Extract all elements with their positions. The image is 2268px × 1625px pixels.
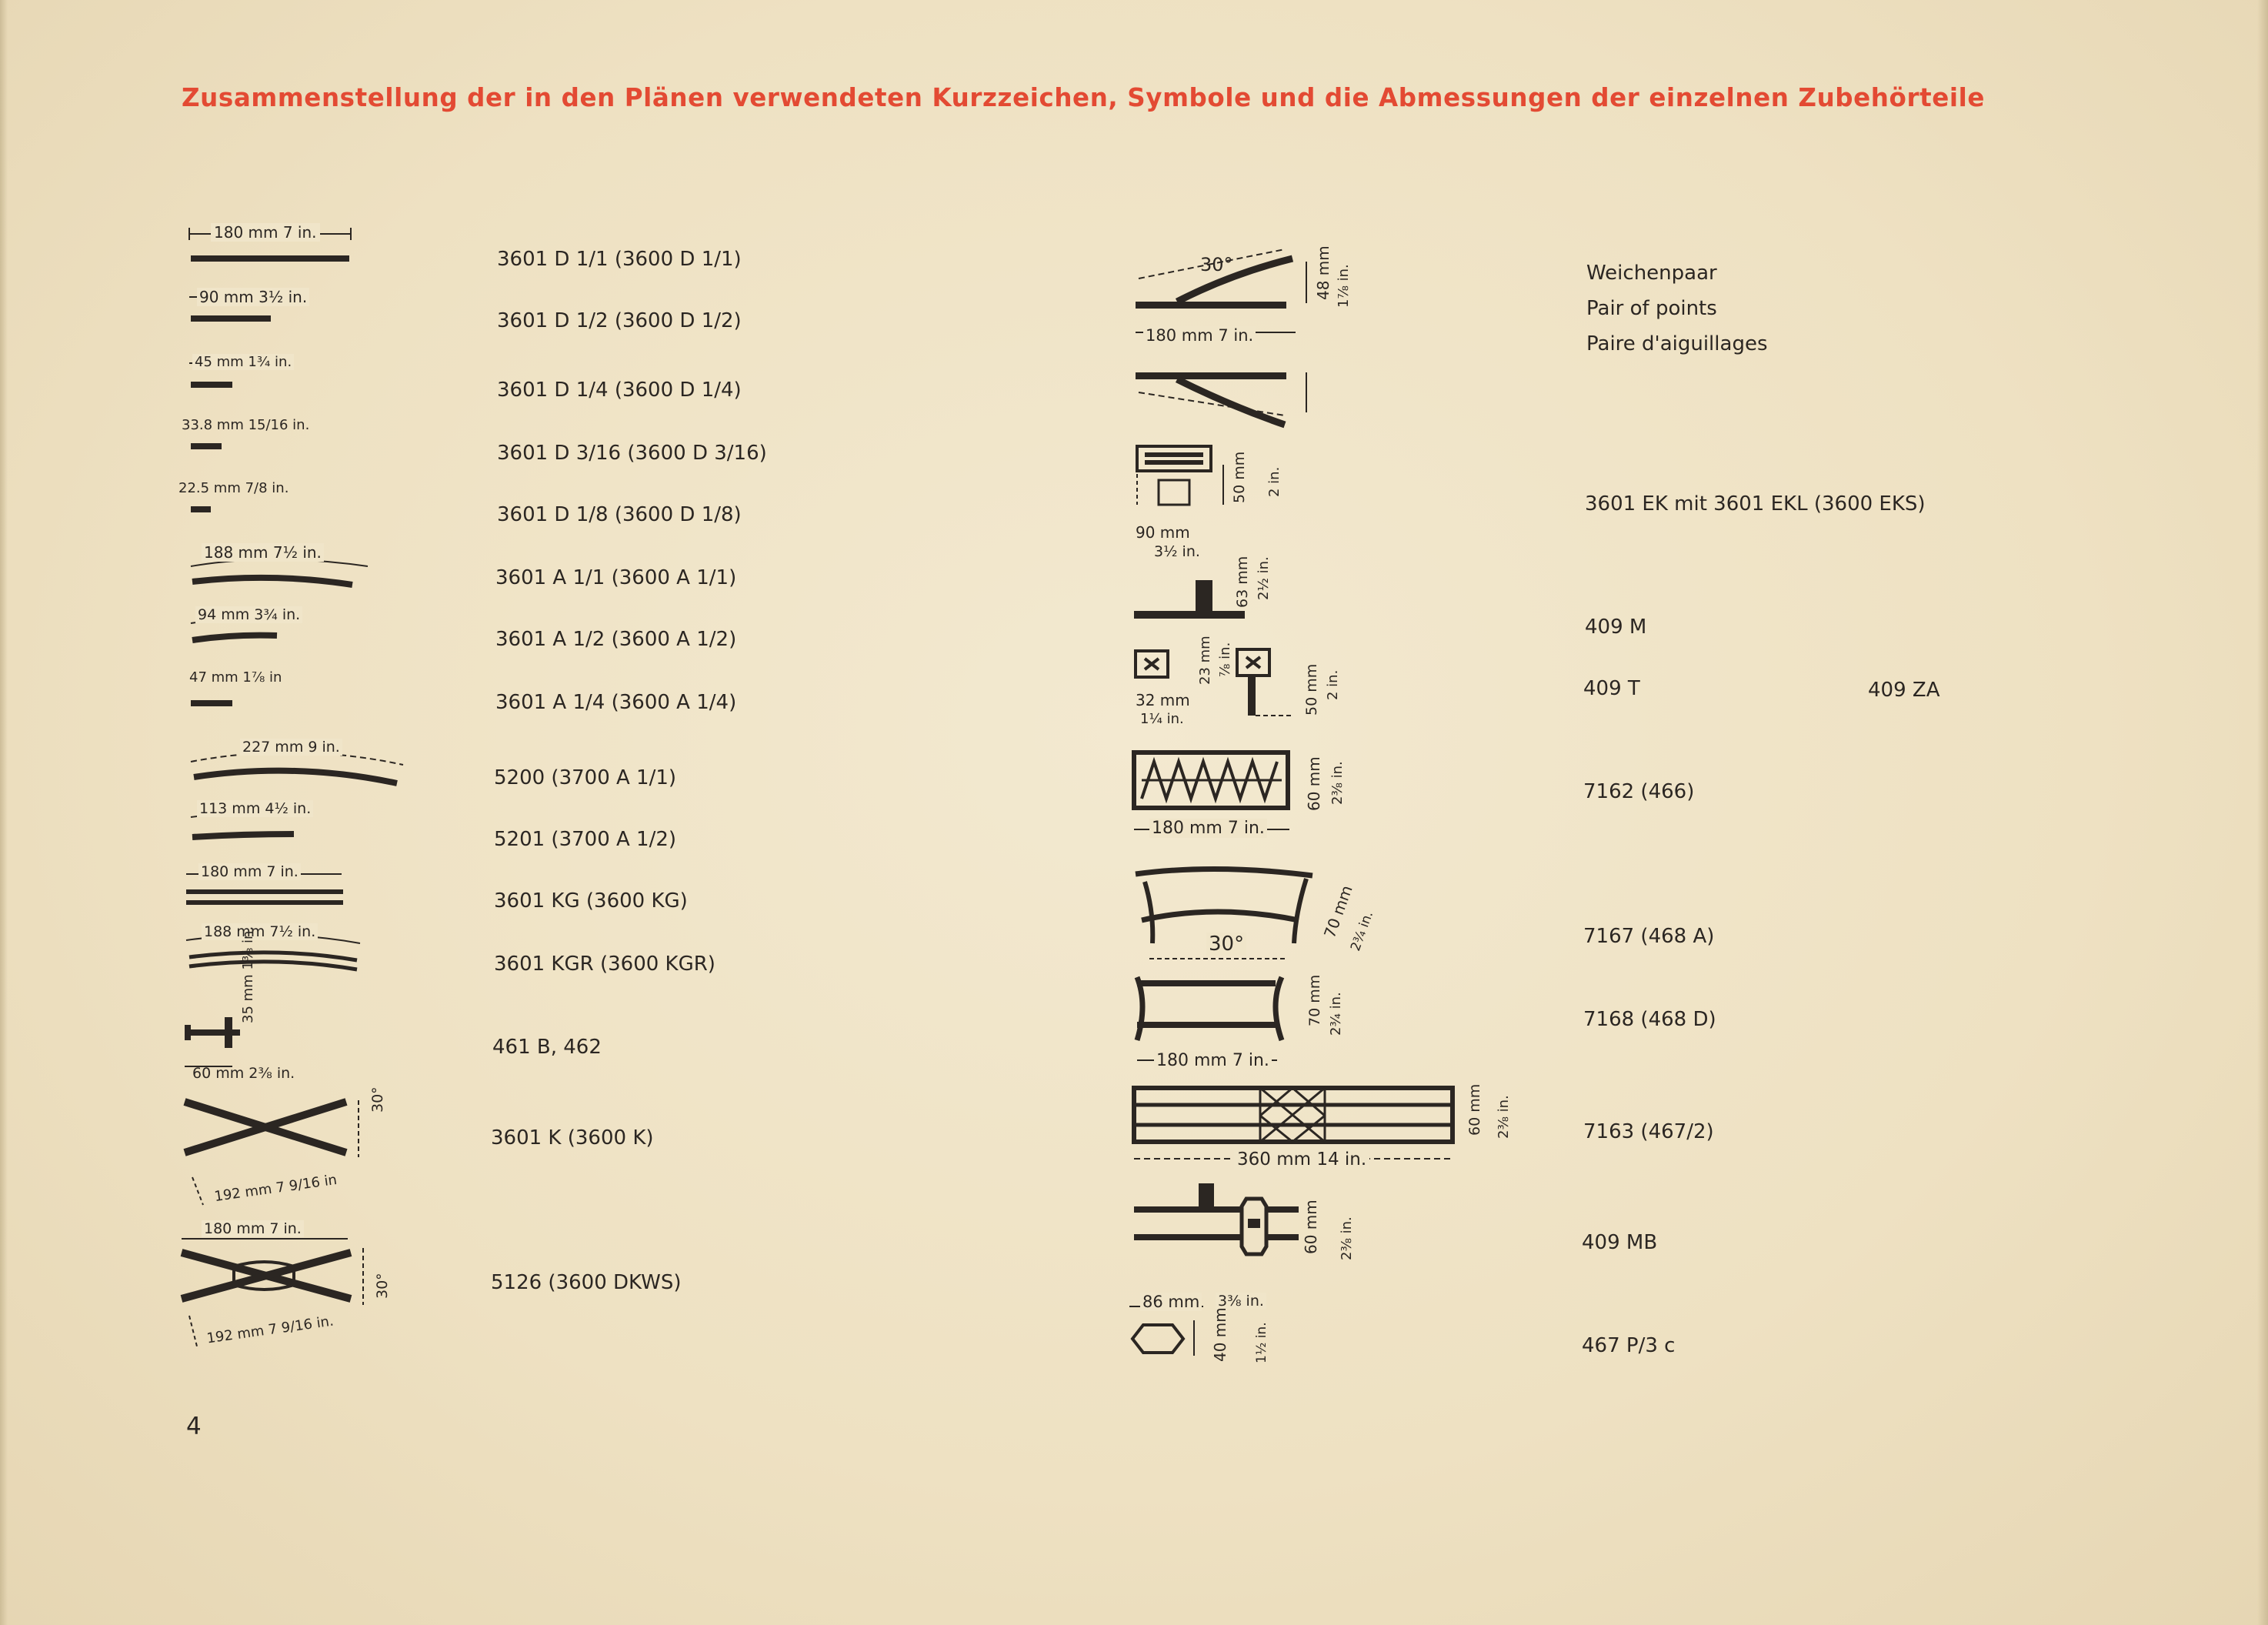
dimension-label: 113 mm 4½ in. [197, 800, 313, 817]
dimension-label-vertical: 1½ in. [1254, 1322, 1269, 1363]
page-edge-right [2257, 0, 2268, 1625]
dimension-label: 180 mm 7 in. [1149, 819, 1267, 838]
dimension-label: 180 mm 7 in. [202, 1220, 304, 1237]
item-label: 3601 KGR (3600 KGR) [494, 953, 715, 976]
dimension-label: 47 mm 1⅞ in [189, 669, 282, 686]
dimension-label-vertical: 2 in. [1325, 669, 1341, 700]
page-edge-left [0, 0, 8, 1625]
item-label: 409 T [1583, 677, 1640, 700]
dimension-label-vertical: 23 mm [1197, 636, 1213, 685]
item-label: 3601 D 3/16 (3600 D 3/16) [497, 442, 767, 465]
crossing-symbol [180, 1093, 395, 1216]
uncoupler-symbol [1134, 442, 1242, 534]
dimension-label: 180 mm 7 in. [1154, 1051, 1272, 1070]
item-label: 3601 D 1/2 (3600 D 1/2) [497, 309, 742, 332]
dimension-label: 227 mm 9 in. [240, 739, 342, 756]
dimension-label: 1¼ in. [1140, 711, 1184, 727]
item-label: 5126 (3600 DKWS) [491, 1271, 682, 1294]
dimension-label: 192 mm 7 9/16 in. [205, 1313, 335, 1347]
dimension-label: 188 mm 7½ in. [202, 923, 318, 940]
dimension-label-vertical: 2⅜ in. [1339, 1216, 1355, 1260]
dimension-label: 180 mm 7 in. [211, 223, 320, 242]
item-label-de: Weichenpaar [1586, 262, 1717, 285]
dimension-label-vertical: 35 mm 1⅜ in. [240, 926, 256, 1023]
page-number: 4 [186, 1413, 202, 1440]
dimension-label-vertical: 60 mm [1466, 1083, 1483, 1136]
item-label: 3601 A 1/1 (3600 A 1/1) [495, 566, 737, 589]
dimension-label-vertical: 40 mm [1211, 1307, 1229, 1362]
dimension-label: 32 mm [1136, 691, 1190, 709]
dimension-label-vertical: 60 mm [1302, 1200, 1320, 1254]
page-heading: Zusammenstellung der in den Plänen verwendeten Kurzzeichen, Symbole und die Abmessungen der einzelnen Zubehörteile [182, 83, 1986, 112]
dimension-label-vertical: 2½ in. [1256, 556, 1272, 600]
dimension-label-vertical: 50 mm [1231, 451, 1248, 503]
item-label: 7162 (466) [1583, 780, 1695, 803]
dimension-label: 90 mm [1136, 523, 1190, 542]
dimension-label: 60 mm 2⅜ in. [192, 1065, 295, 1082]
item-label: 3601 KG (3600 KG) [494, 889, 688, 913]
dimension-label-vertical: 70 mm [1306, 974, 1323, 1026]
angle-label: 30° [1206, 933, 1246, 956]
dimension-label-vertical: 50 mm [1303, 663, 1320, 716]
dimension-label-vertical: 2¾ in. [1348, 909, 1377, 953]
item-label: 3601 D 1/4 (3600 D 1/4) [497, 379, 742, 402]
dimension-label-vertical: 2 in. [1266, 466, 1282, 497]
dimension-label: 90 mm 3½ in. [197, 288, 309, 306]
dimension-label-vertical: 60 mm [1305, 756, 1323, 811]
item-label: 7163 (467/2) [1583, 1120, 1714, 1143]
item-label-fr: Paire d'aiguillages [1586, 332, 1768, 355]
item-label: 409 MB [1582, 1231, 1658, 1254]
item-label: 3601 K (3600 K) [491, 1126, 654, 1150]
item-label-en: Pair of points [1586, 297, 1717, 320]
item-label: 5200 (3700 A 1/1) [494, 766, 677, 789]
dimension-label: 360 mm 14 in. [1234, 1150, 1369, 1170]
dimension-label-vertical: 2⅜ in. [1496, 1095, 1512, 1139]
dimension-label: 33.8 mm 15/16 in. [182, 417, 310, 433]
item-label: 7168 (468 D) [1583, 1008, 1716, 1031]
item-label: 3601 D 1/8 (3600 D 1/8) [497, 503, 742, 526]
dimension-label: 22.5 mm 7/8 in. [178, 480, 289, 496]
angle-label: 30° [374, 1273, 391, 1299]
angle-label: 30° [1200, 254, 1233, 275]
item-label: 409 M [1585, 616, 1647, 639]
dimension-label: 86 mm [1140, 1293, 1202, 1311]
item-label: 461 B, 462 [492, 1036, 602, 1059]
item-label: 3601 D 1/1 (3600 D 1/1) [497, 248, 742, 271]
item-label: 3601 A 1/4 (3600 A 1/4) [495, 691, 737, 714]
dimension-label-vertical: 70 mm [1320, 883, 1356, 941]
item-label-secondary: 409 ZA [1868, 679, 1940, 702]
dimension-label-vertical: 2⅜ in. [1329, 761, 1346, 805]
item-label: 7167 (468 A) [1583, 925, 1715, 948]
dimension-label: 3⅜ in. [1216, 1293, 1266, 1310]
signal-bridge-symbol [1131, 1180, 1316, 1280]
dimension-label: 192 mm 7 9/16 in [213, 1171, 339, 1206]
dimension-label: 45 mm 1¾ in. [192, 354, 294, 370]
dimension-label: 3½ in. [1154, 543, 1200, 560]
item-label: 467 P/3 c [1582, 1334, 1676, 1357]
dimension-label-vertical: 48 mm [1314, 245, 1332, 300]
dimension-label: 188 mm 7½ in. [202, 543, 324, 562]
dimension-label-vertical: 63 mm [1234, 556, 1251, 608]
angle-label: 30° [369, 1086, 386, 1113]
item-label: 5201 (3700 A 1/2) [494, 828, 677, 851]
dimension-label-vertical: ⅞ in. [1217, 642, 1233, 677]
dimension-label: 180 mm 7 in. [1143, 326, 1256, 345]
dimension-label-vertical: 1⅞ in. [1336, 264, 1352, 308]
dimension-label-vertical: 2¾ in. [1328, 992, 1344, 1036]
item-label: 3601 EK mit 3601 EKL (3600 EKS) [1585, 492, 1926, 516]
item-label: 3601 A 1/2 (3600 A 1/2) [495, 628, 737, 651]
dimension-label: 180 mm 7 in. [198, 863, 301, 880]
dimension-label: 94 mm 3¾ in. [195, 606, 302, 623]
